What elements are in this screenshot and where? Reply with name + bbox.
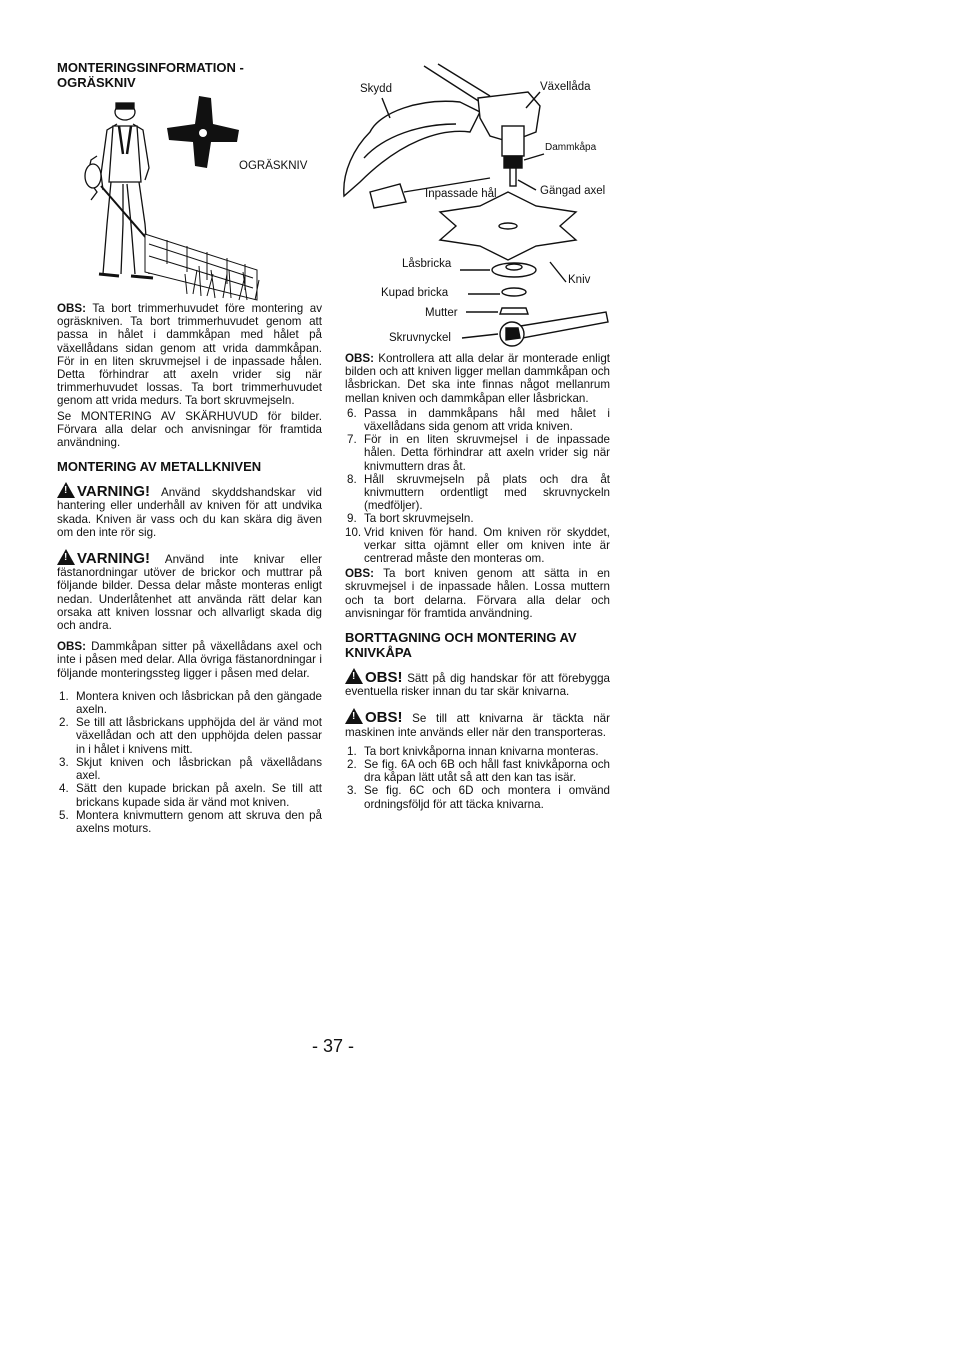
section-title-metal-knife: MONTERING AV METALLKNIVEN bbox=[57, 459, 262, 475]
obs-paragraph-1b: Se MONTERING AV SKÄRHUVUD för bilder. Förvara alla delar och anvisningar för framtida användning. bbox=[57, 409, 322, 450]
threaded-shaft-icon bbox=[510, 168, 516, 186]
label-kupad-bricka: Kupad bricka bbox=[381, 287, 449, 299]
weed-knife-blade-icon bbox=[167, 96, 239, 168]
right-column bbox=[345, 352, 610, 811]
list-item: 9. Ta bort skruvmejseln. bbox=[347, 512, 474, 526]
list-item: 2. Se till att låsbrickans upphöjda del är vänd mot växellådan och att den upphöjda delen passar in i hålet i knivens mitt. bbox=[59, 716, 322, 756]
steps-list-3 bbox=[345, 745, 610, 811]
list-item: 4. Sätt den kupade brickan på axeln. Se till att brickans kupade sida är vänd mot kniven. bbox=[59, 782, 322, 809]
label-dammkapa: Dammkåpa bbox=[545, 142, 597, 153]
cup-washer-icon bbox=[502, 288, 526, 296]
list-item: 7. För in en liten skruvmejsel i de inpassade hålen. Detta förhindrar att axeln vrider sig när knivmuttern dras åt. bbox=[347, 433, 610, 473]
steps-list-1 bbox=[57, 690, 322, 835]
warning-1: !VARNING! Använd skyddshandskar vid hantering eller underhåll av kniven för att undvika skada. Kniven är vass och du kan skära dig även om den inte rör sig. bbox=[57, 482, 322, 539]
list-item: 2. Se fig. 6A och 6B och håll fast knivkåporna och dra kåpan lätt utåt så att den kan tas isär. bbox=[347, 758, 610, 785]
list-item: 5. Montera knivmuttern genom att skruva den på axelns moturs. bbox=[59, 808, 322, 835]
warning-triangle-icon bbox=[57, 482, 75, 498]
person-trimmer-illustration bbox=[57, 94, 322, 302]
nut-icon bbox=[500, 308, 528, 314]
blade-icon bbox=[440, 192, 576, 260]
label-skydd: Skydd bbox=[360, 83, 392, 95]
obs-notice-1: !OBS! Sätt på dig handskar för att förebygga eventuella risker innan du tar skär knivarna. bbox=[345, 668, 610, 698]
list-item: 10. Vrid kniven för hand. Om kniven rör skyddet, verkar sitta ojämnt eller om kniven inte är centrerad måste den monteras om. bbox=[345, 525, 610, 566]
list-item: 1. Montera kniven och låsbrickan på den gängade axeln. bbox=[59, 689, 322, 717]
figure-weed-knife bbox=[57, 94, 322, 302]
obs-paragraph-4: OBS: Ta bort kniven genom att sätta in en skruvmejsel i de inpassade hålen. Lossa muttern och ta bort delarna. Förvara alla delar och anvisningar för framtida användning. bbox=[345, 567, 610, 620]
label-vaxellada: Växellåda bbox=[540, 81, 591, 93]
blade-assembly-diagram bbox=[340, 62, 615, 352]
obs-paragraph-1: OBS: Ta bort trimmerhuvudet före montering av ogräskniven. Ta bort trimmerhuvudet genom att passa in hålet i dammkåpan med hålet på växellådans sidan genom att vrida dammkåpan. För in en liten skruvmejsel i de inpassade hålen. Detta förhindrar att axeln vrider sig när trimmerhuvudet lossas. Ta bort trimmerhuvudet genom att vrida medurs. Ta bort skruvmejseln. bbox=[57, 302, 322, 408]
warning-triangle-icon bbox=[345, 708, 363, 724]
label-gangad-axel: Gängad axel bbox=[540, 185, 606, 197]
list-item: 3. Se fig. 6C och 6D och montera i omvänd ordningsföljd för att täcka knivarna. bbox=[347, 784, 610, 811]
section-title-mounting-info: MONTERINGSINFORMATION - OGRÄSKNIV bbox=[57, 60, 244, 90]
obs-paragraph-3: OBS: Kontrollera att alla delar är monterade enligt bilden och att kniven ligger mellan dammkåpan och låsbrickan. Det ska inte finnas något mellanrum mellan kniven och dammkåpan eller låsbrickan. bbox=[345, 352, 610, 405]
label-lasbricka: Låsbricka bbox=[402, 258, 452, 270]
weed-knife-label: OGRÄSKNIV bbox=[239, 160, 308, 172]
label-skruvnyckel: Skruvnyckel bbox=[389, 332, 451, 344]
list-item: 3. Skjut kniven och låsbrickan på växellådans axel. bbox=[59, 755, 322, 783]
warning-2: !VARNING! Använd inte knivar eller fästanordningar utöver de brickor och muttrar på följande bilder. Dessa delar måste monteras enligt nedan. Underlåtenhet att använda rätt delar kan orsaka att kniven lossnar och allvarligt skada dig och andra. bbox=[57, 549, 322, 632]
list-item: 8. Håll skruvmejseln på plats och dra åt knivmuttern ordentligt med skruvnyckeln (medföljer). bbox=[347, 472, 610, 513]
guard-icon bbox=[344, 101, 480, 196]
shaft-tube-icon bbox=[424, 64, 490, 102]
label-kniv: Kniv bbox=[568, 274, 591, 286]
steps-list-2 bbox=[345, 407, 610, 565]
left-column bbox=[57, 60, 322, 835]
list-item: 6. Passa in dammkåpans hål med hålet i växellådans sida genom att vrida kniven. bbox=[347, 406, 610, 434]
obs-paragraph-2: OBS: Dammkåpan sitter på växellådans axel och inte i påsen med delar. Alla övriga fästanordningar i följande monteringssteg ligger i påsen med delar. bbox=[57, 640, 322, 680]
obs-notice-2: !OBS! Se till att knivarna är täckta när maskinen inte används eller när den transporteras. bbox=[345, 708, 610, 738]
label-inpassade-hal: Inpassade hål bbox=[425, 188, 497, 200]
warning-triangle-icon bbox=[345, 668, 363, 684]
list-item: 1. Ta bort knivkåporna innan knivarna monteras. bbox=[347, 744, 599, 758]
label-mutter: Mutter bbox=[425, 307, 458, 319]
page-number: - 37 - bbox=[312, 1036, 355, 1056]
assembly-exploded-view bbox=[340, 62, 615, 352]
section-title-knife-cover: BORTTAGNING OCH MONTERING AV KNIVKÅPA bbox=[345, 630, 577, 661]
warning-triangle-icon bbox=[57, 549, 75, 565]
